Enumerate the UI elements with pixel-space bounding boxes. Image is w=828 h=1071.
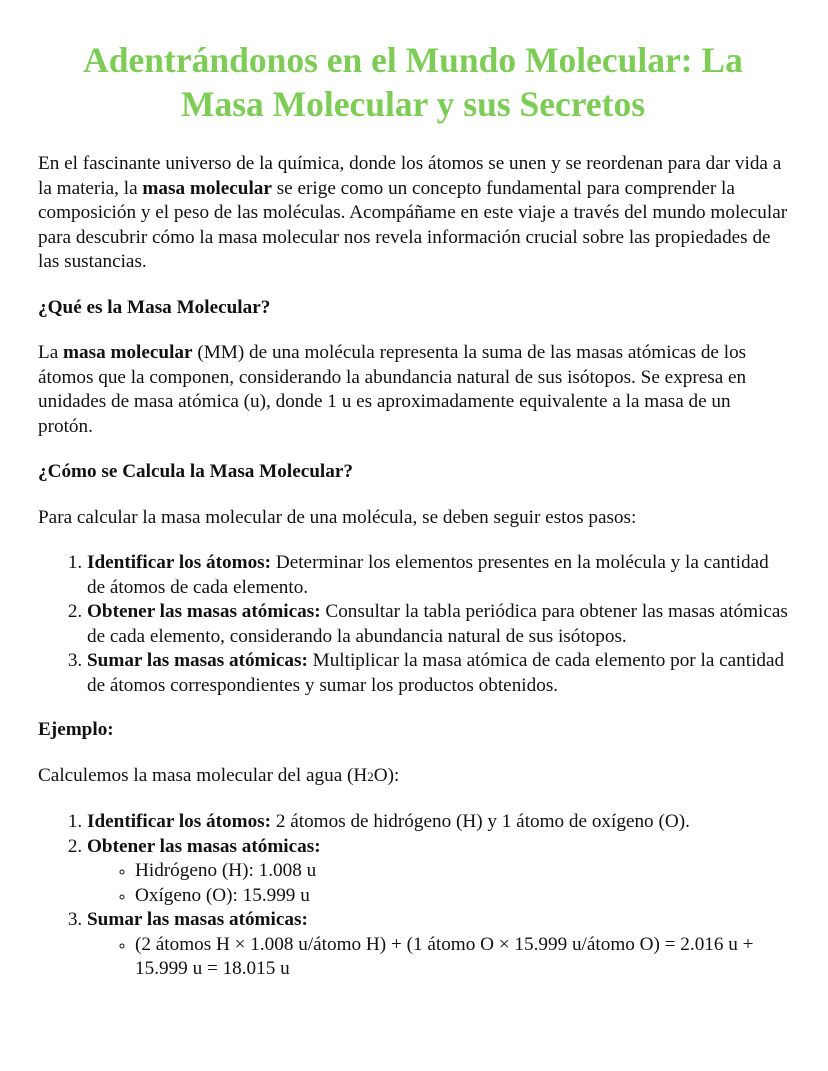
sub-list-item: ◦ Oxígeno (O): 15.999 u — [135, 884, 788, 909]
list-item — [87, 908, 788, 982]
example-intro-after: O): — [373, 764, 400, 786]
step-label: Obtener las masas atómicas: — [87, 601, 321, 622]
step-label: Identificar los átomos: — [87, 552, 272, 573]
step-label: Obtener las masas atómicas: — [87, 835, 321, 857]
atomic-mass-list — [87, 859, 788, 908]
example-heading: Ejemplo: — [38, 719, 114, 740]
example-intro-before: Calculemos la masa molecular del agua (H — [38, 764, 368, 786]
intro-paragraph — [38, 152, 788, 275]
calculation-list — [87, 933, 788, 982]
definition-text-after: (MM) de una molécula representa la suma de las masas atómicas de los átomos que la componen, considerando la abundancia natural de sus isótopos. Se expresa en unidades de masa atómica (u), donde 1 u es aproximadamente equivalente a la masa de un protón. — [38, 342, 747, 437]
section-heading-how-to: ¿Cómo se Calcula la Masa Molecular? — [38, 461, 353, 482]
intro-text-after: se erige como un concepto fundamental para comprender la composición y el peso de las moléculas. Acompáñame en este viaje a través del mundo molecular para descubrir cómo la masa molecular nos revela información crucial sobre las propiedades de las sustancias. — [38, 177, 788, 272]
intro-bold-term: masa molecular — [142, 177, 272, 199]
definition-text-before: La — [38, 342, 64, 363]
step-label: Identificar los átomos: — [87, 811, 272, 832]
step-text: Multiplicar la masa atómica de cada elemento por la cantidad de átomos correspondientes y sumar los productos obtenidos. — [87, 650, 785, 696]
intro-text-before: En el fascinante universo de la química, donde los átomos se unen y se reordenan para dar vida a la materia, la — [38, 153, 782, 199]
step-label: Sumar las masas atómicas: — [87, 650, 308, 671]
definition-bold-term: masa molecular — [63, 342, 193, 363]
list-item — [87, 551, 788, 600]
section-heading-what-is: ¿Qué es la Masa Molecular? — [38, 296, 271, 318]
list-item — [87, 810, 788, 835]
sub-list-item: ◦ (2 átomos H × 1.008 u/átomo H) + (1 átomo O × 15.999 u/átomo O) = 2.016 u + 15.999 u = 18.015 u — [135, 933, 788, 982]
steps-intro: Para calcular la masa molecular de una molécula, se deben seguir estos pasos: — [38, 506, 637, 528]
list-item — [87, 649, 788, 698]
list-item — [87, 835, 788, 909]
subscript-two: 2 — [367, 768, 374, 784]
example-steps-list — [38, 810, 788, 982]
step-text: Determinar los elementos presentes en la molécula y la cantidad de átomos de cada elemento. — [87, 552, 769, 598]
step-text: Consultar la tabla periódica para obtener las masas atómicas de cada elemento, considerando la abundancia natural de sus isótopos. — [87, 601, 788, 647]
sub-list-item: ◦ Hidrógeno (H): 1.008 u — [135, 859, 788, 884]
step-text: 2 átomos de hidrógeno (H) y 1 átomo de oxígeno (O). — [271, 811, 690, 832]
page-title: Adentrándonos en el Mundo Molecular: La Masa Molecular y sus Secretos — [83, 40, 743, 124]
step-label: Sumar las masas atómicas: — [87, 909, 308, 930]
steps-list — [38, 551, 788, 698]
definition-paragraph — [38, 341, 788, 439]
list-item — [87, 600, 788, 649]
example-intro — [38, 764, 788, 790]
